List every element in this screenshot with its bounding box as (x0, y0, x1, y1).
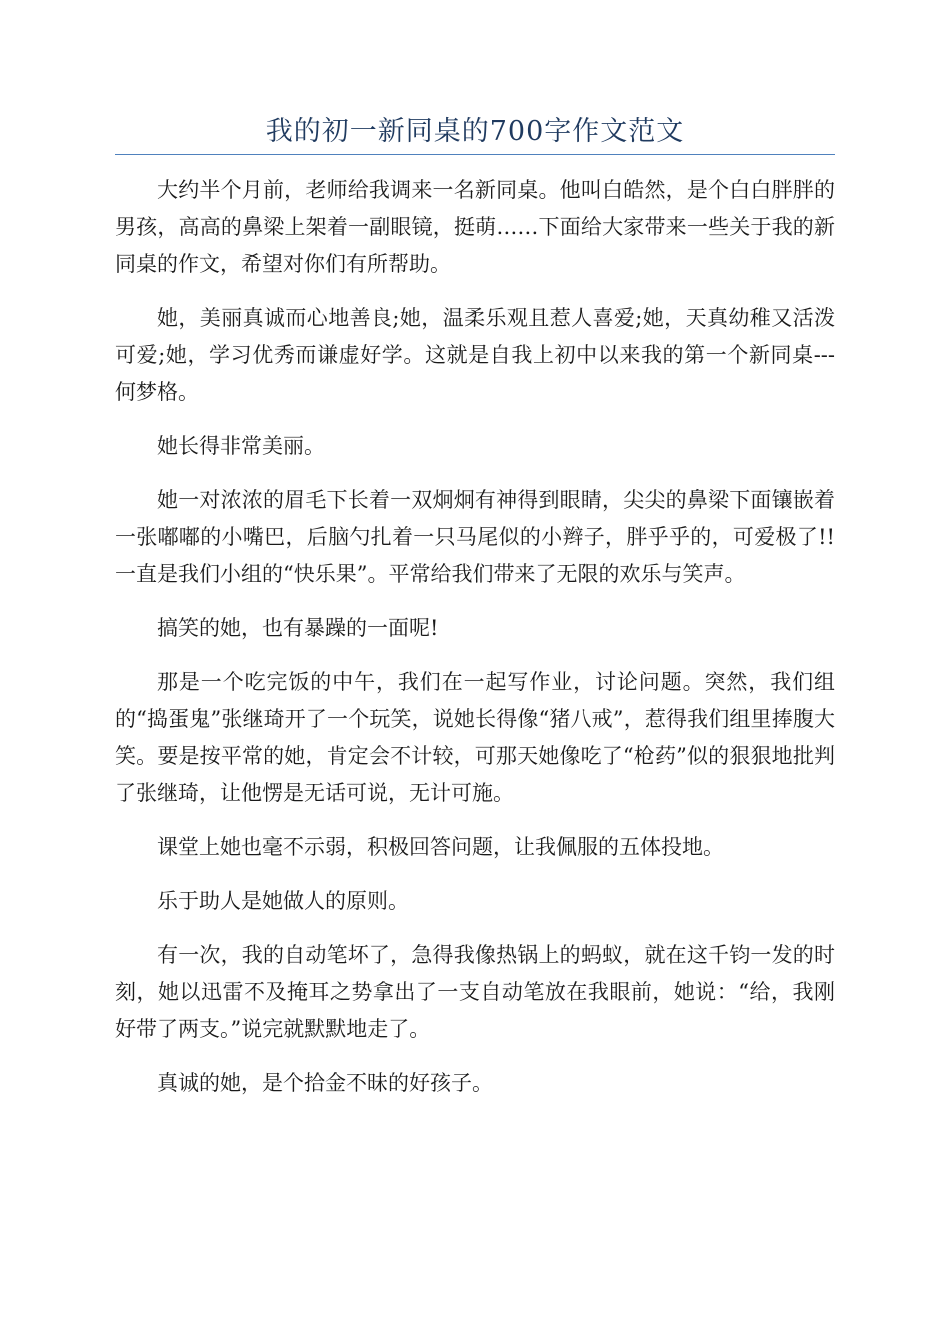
paragraph: 搞笑的她，也有暴躁的一面呢! (157, 616, 439, 640)
title-underline (115, 154, 835, 155)
paragraph: 真诚的她，是个拾金不昧的好孩子。 (157, 1071, 493, 1095)
paragraph: 乐于助人是她做人的原则。 (157, 889, 409, 913)
paragraph: 有一次，我的自动笔坏了，急得我像热锅上的蚂蚁，就在这千钧一发的时刻，她以迅雷不及掩耳之势拿出了一支自动笔放在我眼前，她说：“给，我刚好带了两支。”说完就默默地走了。 (115, 943, 835, 1041)
document-body (115, 172, 835, 1119)
document-title: 我的初一新同桌的700字作文范文 (265, 116, 685, 147)
paragraph: 她，美丽真诚而心地善良;她，温柔乐观且惹人喜爱;她，天真幼稚又活泼可爱;她，学习优秀而谦虚好学。这就是自我上初中以来我的第一个新同桌---何梦格。 (115, 306, 835, 404)
paragraph: 她长得非常美丽。 (157, 434, 325, 458)
paragraph: 课堂上她也毫不示弱，积极回答问题，让我佩服的五体投地。 (157, 835, 724, 859)
paragraph: 那是一个吃完饭的中午，我们在一起写作业，讨论问题。突然，我们组的“捣蛋鬼”张继琦开了一个玩笑，说她长得像“猪八戒”，惹得我们组里捧腹大笑。要是按平常的她，肯定会不计较，可那天她像吃了“枪药”似的狠狠地批判了张继琦，让他愣是无话可说，无计可施。 (115, 670, 835, 805)
paragraph: 大约半个月前，老师给我调来一名新同桌。他叫白皓然，是个白白胖胖的男孩，高高的鼻梁上架着一副眼镜，挺萌……下面给大家带来一些关于我的新同桌的作文，希望对你们有所帮助。 (115, 178, 835, 276)
paragraph: 她一对浓浓的眉毛下长着一双炯炯有神得到眼睛，尖尖的鼻梁下面镶嵌着一张嘟嘟的小嘴巴，后脑勺扎着一只马尾似的小辫子，胖乎乎的，可爱极了!!一直是我们小组的“快乐果”。平常给我们带来了无限的欢乐与笑声。 (115, 488, 835, 586)
